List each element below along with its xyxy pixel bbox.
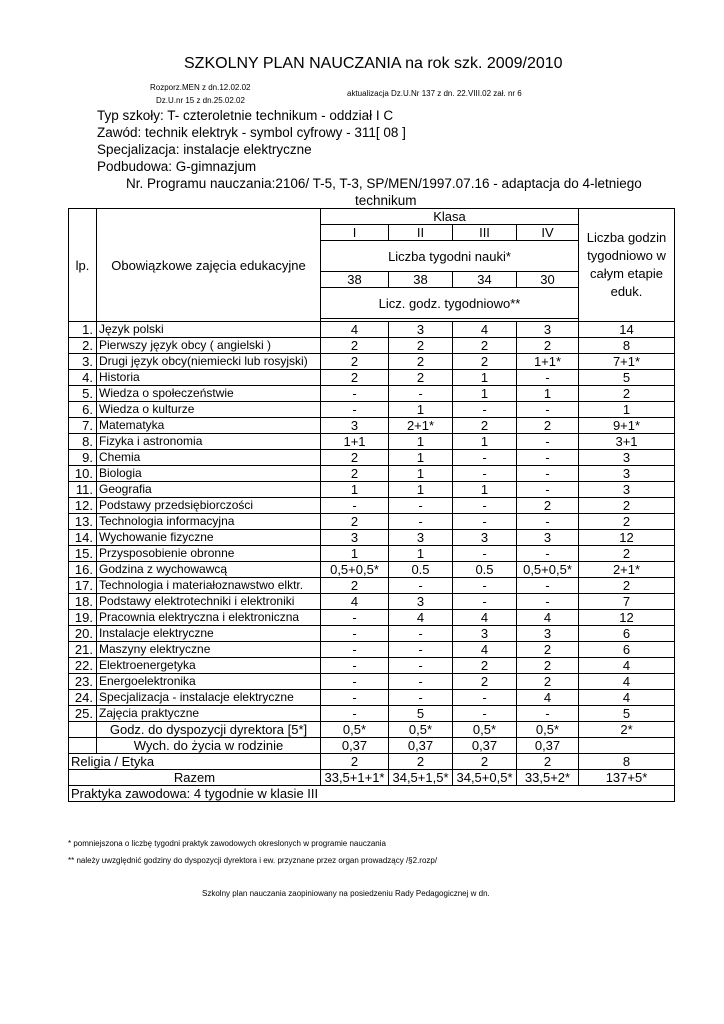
table-row <box>69 418 675 434</box>
profession: Zawód: technik elektryk - symbol cyfrowy - 311[ 08 ] <box>97 125 406 140</box>
subject-name: Specjalizacja - instalacje elektryczne <box>97 690 321 706</box>
hours-cell: 1 <box>453 482 517 498</box>
hours-cell: - <box>453 514 517 530</box>
hours-cell: - <box>453 466 517 482</box>
hours-cell: 1 <box>389 434 453 450</box>
program-number: Nr. Programu nauczania:2106/ T-5, T-3, SP/MEN/1997.07.16 - adaptacja do 4-letniego <box>126 176 642 191</box>
table-row <box>69 626 675 642</box>
total-cell: 6 <box>579 626 675 642</box>
table-row <box>69 402 675 418</box>
regulation-ref: Rozporz.MEN z dn.12.02.02 <box>150 83 251 92</box>
total-cell: 2 <box>579 578 675 594</box>
summary-label: Godz. do dyspozycji dyrektora [5*] <box>97 722 321 738</box>
hours-cell: 2 <box>517 498 579 514</box>
hours-cell: 2 <box>321 578 389 594</box>
total-cell: 8 <box>579 754 675 770</box>
hours-cell: - <box>453 498 517 514</box>
hours-cell: 0,5* <box>389 722 453 738</box>
table-row <box>69 498 675 514</box>
row-number: 13. <box>69 514 97 530</box>
hours-cell: 2 <box>517 674 579 690</box>
hours-cell: 2 <box>453 338 517 354</box>
table-row <box>69 674 675 690</box>
hours-cell: 0,37 <box>321 738 389 754</box>
hours-cell: - <box>321 610 389 626</box>
row-number: 16. <box>69 562 97 578</box>
row-number: 25. <box>69 706 97 722</box>
hours-cell: - <box>389 642 453 658</box>
total-cell: 3+1 <box>579 434 675 450</box>
summary-label: Religia / Etyka <box>69 754 321 770</box>
total-cell: 3 <box>579 450 675 466</box>
subject-name: Podstawy przedsiębiorczości <box>97 498 321 514</box>
hours-cell: 3 <box>321 530 389 546</box>
hours-cell: 1 <box>389 482 453 498</box>
table-row <box>69 322 675 338</box>
approval-note: Szkolny plan nauczania zaopiniowany na posiedzeniu Rady Pedagogicznej w dn. <box>202 889 490 898</box>
director-hours-row <box>69 722 675 738</box>
hours-cell: 2 <box>517 642 579 658</box>
update-ref: aktualizacja Dz.U.Nr 137 z dn. 22.VIII.02 zał. nr 6 <box>347 89 522 98</box>
table-row <box>69 578 675 594</box>
table-row <box>69 658 675 674</box>
subject-name: Godzina z wychowawcą <box>97 562 321 578</box>
total-cell: 2 <box>579 386 675 402</box>
subject-name: Elektroenergetyka <box>97 658 321 674</box>
class-header: II <box>389 225 453 241</box>
hours-cell: 1 <box>389 466 453 482</box>
row-number: 6. <box>69 402 97 418</box>
total-cell: 14 <box>579 322 675 338</box>
hours-cell: 3 <box>517 322 579 338</box>
klasa-header: Klasa <box>321 209 579 225</box>
table-row <box>69 530 675 546</box>
hours-cell: 4 <box>453 642 517 658</box>
subject-name: Instalacje elektryczne <box>97 626 321 642</box>
table-row <box>69 338 675 354</box>
hours-cell: - <box>321 402 389 418</box>
row-number: 12. <box>69 498 97 514</box>
row-number: 8. <box>69 434 97 450</box>
weeks-label: Liczba tygodni nauki* <box>321 241 579 272</box>
hours-cell: - <box>453 546 517 562</box>
row-number: 11. <box>69 482 97 498</box>
subject-name: Zajęcia praktyczne <box>97 706 321 722</box>
hours-cell: 4 <box>453 610 517 626</box>
subject-name: Przysposobienie obronne <box>97 546 321 562</box>
table-row <box>69 482 675 498</box>
internship-row <box>69 786 675 802</box>
hours-cell: - <box>389 626 453 642</box>
hours-cell: - <box>321 706 389 722</box>
hours-cell: - <box>517 370 579 386</box>
journal-ref: Dz.U.nr 15 z dn.25.02.02 <box>156 96 245 105</box>
hours-cell: 1 <box>453 370 517 386</box>
hours-cell: - <box>389 498 453 514</box>
row-number: 1. <box>69 322 97 338</box>
total-cell: 3 <box>579 482 675 498</box>
total-cell: 2* <box>579 722 675 738</box>
hours-cell: 0,37 <box>517 738 579 754</box>
hours-cell: 4 <box>321 322 389 338</box>
total-cell: 4 <box>579 658 675 674</box>
hours-cell: - <box>453 450 517 466</box>
total-cell: 2 <box>579 514 675 530</box>
total-cell: 3 <box>579 466 675 482</box>
empty-cell <box>69 738 97 754</box>
hours-cell: 3 <box>517 530 579 546</box>
table-row <box>69 546 675 562</box>
class-header: IV <box>517 225 579 241</box>
subject-name: Język polski <box>97 322 321 338</box>
hours-cell: 1 <box>517 386 579 402</box>
weeks-count: 34 <box>453 272 517 288</box>
hours-cell: 5 <box>389 706 453 722</box>
hours-cell: 2 <box>321 370 389 386</box>
row-number: 22. <box>69 658 97 674</box>
hours-cell: - <box>389 578 453 594</box>
hours-cell: - <box>321 690 389 706</box>
hours-cell: 3 <box>389 322 453 338</box>
total-cell: 7+1* <box>579 354 675 370</box>
hours-cell: 2 <box>321 354 389 370</box>
hours-cell: 4 <box>453 322 517 338</box>
table-row <box>69 450 675 466</box>
hours-cell: 0,5+0,5* <box>321 562 389 578</box>
hours-cell: 3 <box>453 530 517 546</box>
hours-cell: - <box>517 450 579 466</box>
row-number: 21. <box>69 642 97 658</box>
weeks-count: 38 <box>321 272 389 288</box>
row-number: 20. <box>69 626 97 642</box>
hours-cell: 1 <box>389 402 453 418</box>
hours-cell: 2 <box>517 338 579 354</box>
hours-cell: 0,5* <box>321 722 389 738</box>
subject-name: Historia <box>97 370 321 386</box>
hours-cell: - <box>321 386 389 402</box>
hours-cell: - <box>321 674 389 690</box>
hours-cell: 4 <box>517 690 579 706</box>
hours-cell: 2 <box>321 338 389 354</box>
hours-cell: 34,5+1,5* <box>389 770 453 786</box>
hours-cell: 1 <box>321 546 389 562</box>
subject-name: Technologia i materiałoznawstwo elktr. <box>97 578 321 594</box>
hours-cell: - <box>517 434 579 450</box>
hours-cell: - <box>389 658 453 674</box>
table-row <box>69 594 675 610</box>
hours-cell: - <box>453 402 517 418</box>
hours-cell: - <box>321 658 389 674</box>
row-number: 17. <box>69 578 97 594</box>
subject-name: Wiedza o kulturze <box>97 402 321 418</box>
row-number: 23. <box>69 674 97 690</box>
total-cell <box>579 738 675 754</box>
hours-cell: 2 <box>321 754 389 770</box>
total-cell: 2 <box>579 498 675 514</box>
hours-cell: 2 <box>453 674 517 690</box>
hours-cell: - <box>389 514 453 530</box>
class-header: I <box>321 225 389 241</box>
hours-cell: 1 <box>321 482 389 498</box>
hours-cell: 33,5+1+1* <box>321 770 389 786</box>
row-number: 14. <box>69 530 97 546</box>
hours-cell: 0.5 <box>389 562 453 578</box>
hours-cell: 2 <box>453 658 517 674</box>
hours-cell: - <box>453 706 517 722</box>
curriculum-table <box>68 208 675 802</box>
table-row <box>69 690 675 706</box>
row-number: 7. <box>69 418 97 434</box>
hours-cell: - <box>321 642 389 658</box>
hours-cell: 2 <box>453 754 517 770</box>
hours-cell: 0,5* <box>517 722 579 738</box>
row-number: 5. <box>69 386 97 402</box>
hours-cell: 4 <box>389 610 453 626</box>
table-row <box>69 466 675 482</box>
hours-cell: - <box>389 690 453 706</box>
hours-cell: 2 <box>389 338 453 354</box>
total-hours-header: Liczba godzin tygodniowo w całym etapie eduk. <box>579 209 675 322</box>
table-row <box>69 386 675 402</box>
summary-label: Razem <box>69 770 321 786</box>
row-number: 24. <box>69 690 97 706</box>
hours-cell: - <box>517 578 579 594</box>
subject-name: Energoelektronika <box>97 674 321 690</box>
row-number: 4. <box>69 370 97 386</box>
subject-name: Podstawy elektrotechniki i elektroniki <box>97 594 321 610</box>
hours-cell: 2 <box>389 754 453 770</box>
total-row <box>69 770 675 786</box>
hours-cell: 4 <box>517 610 579 626</box>
hours-cell: 3 <box>321 418 389 434</box>
page-title: SZKOLNY PLAN NAUCZANIA na rok szk. 2009/2010 <box>184 55 563 72</box>
hours-cell: 1 <box>389 450 453 466</box>
hours-cell: 2 <box>321 450 389 466</box>
footnote-1: * pomniejszona o liczbę tygodni praktyk zawodowych okreslonych w programie nauczania <box>68 839 386 848</box>
hours-cell: 3 <box>389 530 453 546</box>
total-cell: 4 <box>579 674 675 690</box>
hours-cell: 0,37 <box>453 738 517 754</box>
total-cell: 12 <box>579 610 675 626</box>
total-cell: 4 <box>579 690 675 706</box>
hours-cell: 1 <box>389 546 453 562</box>
base-school: Podbudowa: G-gimnazjum <box>97 159 257 174</box>
school-type: Typ szkoły: T- czteroletnie technikum - oddział I C <box>97 108 394 123</box>
hours-cell: 3 <box>453 626 517 642</box>
hours-label: Licz. godz. tygodniowo** <box>321 288 579 319</box>
hours-cell: 3 <box>389 594 453 610</box>
row-number: 2. <box>69 338 97 354</box>
subject-name: Matematyka <box>97 418 321 434</box>
subject-name: Drugi język obcy(niemiecki lub rosyjski) <box>97 354 321 370</box>
hours-cell: - <box>517 402 579 418</box>
hours-cell: - <box>517 466 579 482</box>
hours-cell: 0,5+0,5* <box>517 562 579 578</box>
table-row <box>69 562 675 578</box>
row-number: 19. <box>69 610 97 626</box>
subject-name: Wychowanie fizyczne <box>97 530 321 546</box>
empty-cell <box>69 722 97 738</box>
hours-cell: - <box>453 690 517 706</box>
class-header: III <box>453 225 517 241</box>
hours-cell: - <box>517 482 579 498</box>
hours-cell: 4 <box>321 594 389 610</box>
hours-cell: - <box>517 546 579 562</box>
table-row <box>69 706 675 722</box>
family-education-row <box>69 738 675 754</box>
specialization: Specjalizacja: instalacje elektryczne <box>97 142 312 157</box>
hours-cell: 2 <box>389 354 453 370</box>
hours-cell: 2 <box>453 418 517 434</box>
religion-row <box>69 754 675 770</box>
total-cell: 5 <box>579 706 675 722</box>
hours-cell: 2 <box>517 658 579 674</box>
program-number-cont: technikum <box>355 193 417 208</box>
subject-name: Geografia <box>97 482 321 498</box>
hours-cell: - <box>453 594 517 610</box>
hours-cell: 2 <box>321 514 389 530</box>
hours-cell: 33,5+2* <box>517 770 579 786</box>
table-row <box>69 514 675 530</box>
weeks-count: 38 <box>389 272 453 288</box>
subject-name: Biologia <box>97 466 321 482</box>
hours-cell: 34,5+0,5* <box>453 770 517 786</box>
hours-cell: 2 <box>517 418 579 434</box>
total-cell: 2 <box>579 546 675 562</box>
table-row <box>69 370 675 386</box>
subject-name: Technologia informacyjna <box>97 514 321 530</box>
hours-cell: - <box>517 514 579 530</box>
hours-cell: 1 <box>453 386 517 402</box>
subject-name: Pierwszy język obcy ( angielski ) <box>97 338 321 354</box>
subject-name: Wiedza o społeczeństwie <box>97 386 321 402</box>
hours-cell: 1+1 <box>321 434 389 450</box>
subject-name: Pracownia elektryczna i elektroniczna <box>97 610 321 626</box>
row-number: 18. <box>69 594 97 610</box>
col-subject-header: Obowiązkowe zajęcia edukacyjne <box>97 209 321 322</box>
total-cell: 1 <box>579 402 675 418</box>
table-row <box>69 642 675 658</box>
hours-cell: - <box>389 674 453 690</box>
hours-cell: 2 <box>517 754 579 770</box>
hours-cell: - <box>321 626 389 642</box>
hours-cell: - <box>321 498 389 514</box>
weeks-count: 30 <box>517 272 579 288</box>
hours-cell: 1+1* <box>517 354 579 370</box>
subject-name: Maszyny elektryczne <box>97 642 321 658</box>
hours-cell: 3 <box>517 626 579 642</box>
row-number: 3. <box>69 354 97 370</box>
hours-cell: - <box>517 594 579 610</box>
table-row <box>69 610 675 626</box>
hours-cell: - <box>517 706 579 722</box>
total-cell: 6 <box>579 642 675 658</box>
hours-cell: 2 <box>453 354 517 370</box>
hours-cell: 2 <box>389 370 453 386</box>
hours-cell: 2+1* <box>389 418 453 434</box>
row-number: 10. <box>69 466 97 482</box>
subject-name: Fizyka i astronomia <box>97 434 321 450</box>
total-cell: 137+5* <box>579 770 675 786</box>
row-number: 9. <box>69 450 97 466</box>
total-cell: 12 <box>579 530 675 546</box>
subject-name: Chemia <box>97 450 321 466</box>
total-cell: 7 <box>579 594 675 610</box>
footnote-2: ** należy uwzględnić godziny do dyspozycji dyrektora i ew. przyznane przez organ prowadzący /§2.rozp/ <box>68 856 438 865</box>
hours-cell: - <box>453 578 517 594</box>
total-cell: 2+1* <box>579 562 675 578</box>
internship-note: Praktyka zawodowa: 4 tygodnie w klasie III <box>69 786 675 802</box>
hours-cell: 0.5 <box>453 562 517 578</box>
total-cell: 5 <box>579 370 675 386</box>
table-row <box>69 354 675 370</box>
hours-cell: 0,5* <box>453 722 517 738</box>
hours-cell: - <box>389 386 453 402</box>
hours-cell: 1 <box>453 434 517 450</box>
table-row <box>69 434 675 450</box>
total-cell: 9+1* <box>579 418 675 434</box>
col-lp-header: lp. <box>69 209 97 322</box>
hours-cell: 0,37 <box>389 738 453 754</box>
hours-cell: 2 <box>321 466 389 482</box>
total-cell: 8 <box>579 338 675 354</box>
row-number: 15. <box>69 546 97 562</box>
summary-label: Wych. do życia w rodzinie <box>97 738 321 754</box>
